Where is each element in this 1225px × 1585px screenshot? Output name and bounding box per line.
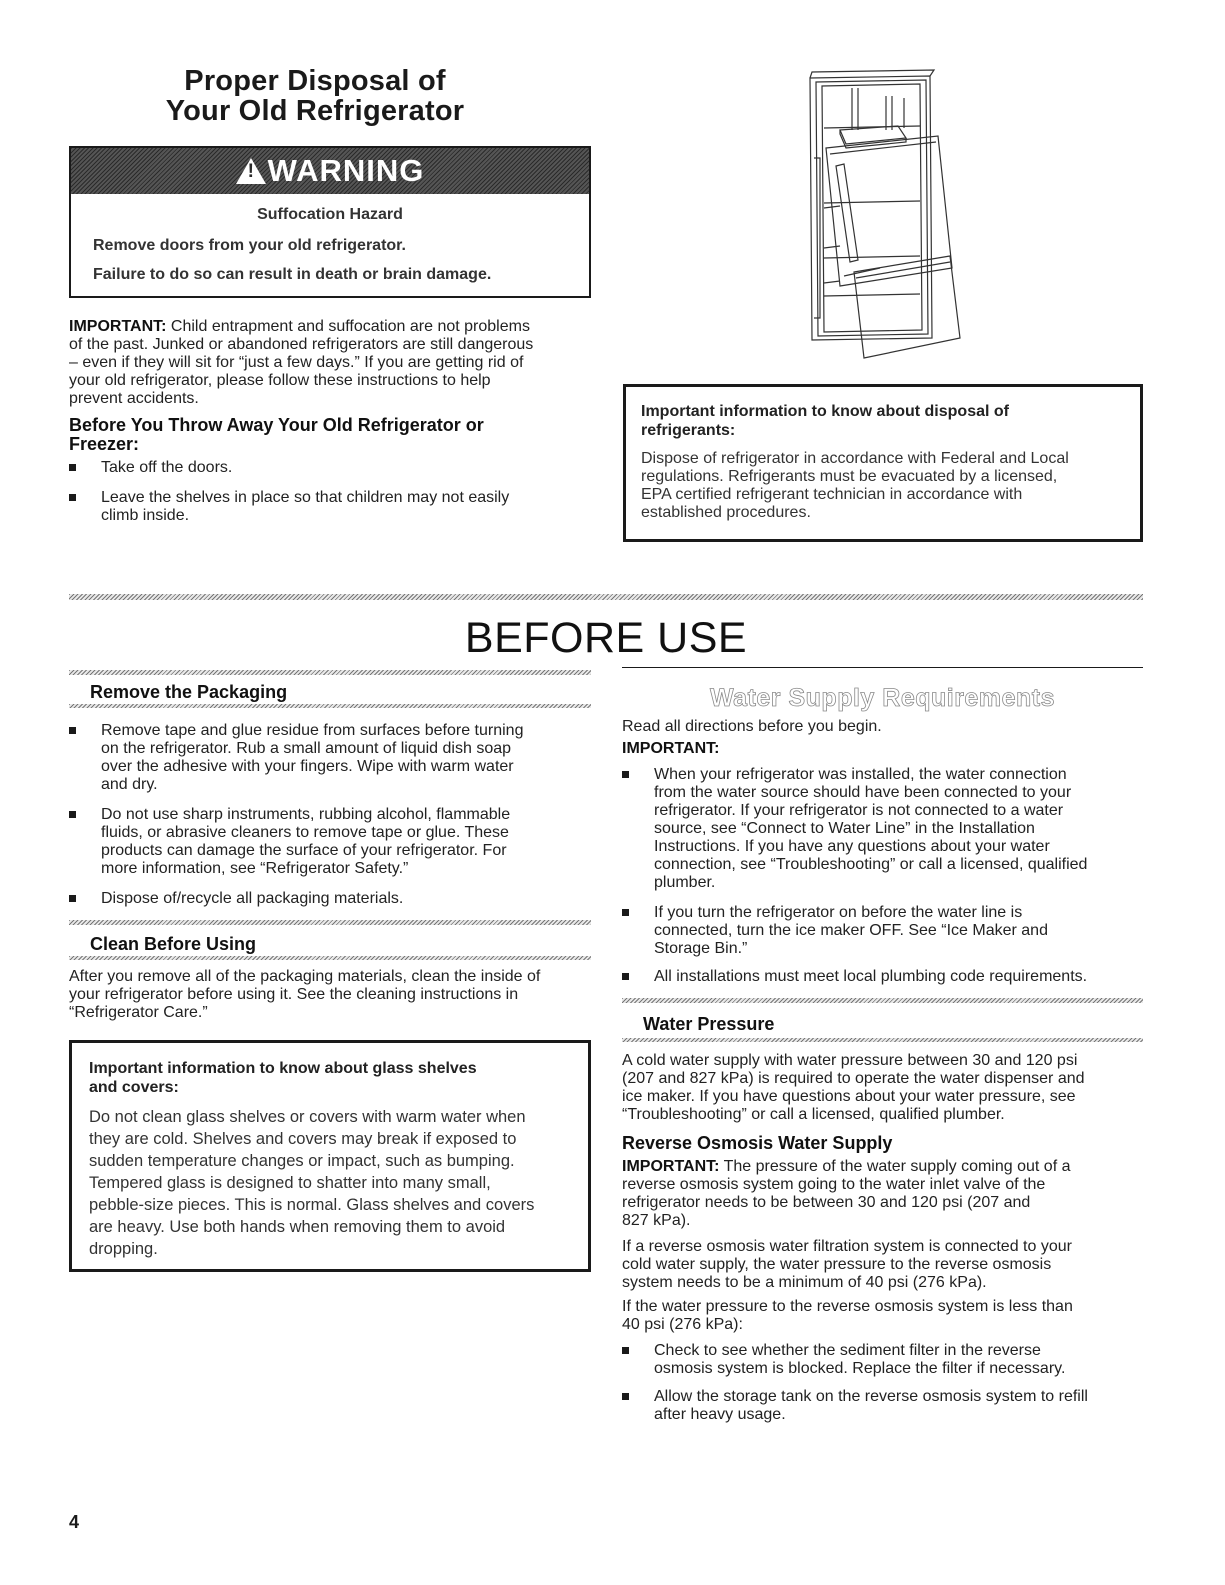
subsection-rule-bottom: [622, 1038, 1143, 1042]
list-item: All installations must meet local plumbing code requirements.: [622, 968, 1147, 988]
bullet-icon: [622, 771, 629, 778]
remove-packaging-heading: Remove the Packaging: [90, 682, 288, 702]
glass-info-text: Do not clean glass shelves or covers with warm water when they are cold. Shelves and covers may break if exposed to sudden temperature changes or impact, such as bumping. Tempered glass is designed to shatter into many small, pebble-size pieces. This is normal. Glass shelves and covers are heavy. Use both hands when removing them to avoid dropping.: [89, 1108, 535, 1258]
reverse-osmosis-para3: If the water pressure to the reverse osmosis system is less than 40 psi (276 kPa):: [622, 1298, 1073, 1333]
clean-before-text: After you remove all of the packaging materials, clean the inside of your refrigerator before using it. See the cleaning instructions in “Refrigerator Care.”: [69, 968, 541, 1021]
reverse-osmosis-important: IMPORTANT: The pressure of the water supply coming out of a reverse osmosis system going to the water inlet valve of the refrigerator needs to be between 30 and 120 psi (207 and 827 kPa).: [622, 1158, 1071, 1229]
warning-line-2: Failure to do so can result in death or brain damage.: [93, 266, 492, 283]
disposal-title-line1: Proper Disposal of: [184, 65, 446, 97]
important-label: IMPORTANT:: [69, 318, 167, 335]
warning-hazard: Suffocation Hazard: [257, 206, 403, 223]
refrigerator-illustration: [800, 68, 970, 368]
water-supply-intro: Read all directions before you begin.: [622, 718, 882, 735]
refrigerant-info-text: Dispose of refrigerator in accordance with Federal and Local regulations. Refrigerants must be evacuated by a licensed, EPA certified refrigerant technician in accordance with established procedures.: [641, 450, 1069, 521]
water-pressure-heading: Water Pressure: [643, 1014, 775, 1034]
list-item: When your refrigerator was installed, the water connection from the water source should have been connected to your refrigerator. If your refrigerator is not connected to a water source, see “Connect to Water Line” in the Installation Instructions. If you have any questions about your water connection, see “Troubleshooting” or call a licensed, qualified plumber.: [622, 766, 1147, 894]
bullet-icon: [69, 811, 76, 818]
bullet-icon: [69, 727, 76, 734]
disposal-title: [100, 66, 530, 126]
water-pressure-text: A cold water supply with water pressure between 30 and 120 psi (207 and 827 kPa) is required to operate the water dispenser and ice maker. If you have questions about your water pressure, see “Troubleshooting” or call a licensed, qualified plumber.: [622, 1052, 1085, 1123]
list-item: Check to see whether the sediment filter in the reverse osmosis system is blocked. Replace the filter if necessary.: [622, 1342, 1147, 1380]
list-item: If you turn the refrigerator on before the water line is connected, turn the ice maker OFF. See “Ice Maker and Storage Bin.”: [622, 904, 1147, 960]
reverse-osmosis-para2: If a reverse osmosis water filtration system is connected to your cold water supply, the water pressure to the reverse osmosis system needs to be a minimum of 40 psi (276 kPa).: [622, 1238, 1072, 1291]
subsection-rule-top: [622, 998, 1143, 1003]
bullet-icon: [69, 464, 76, 471]
refrigerant-info-box: [623, 384, 1143, 542]
list-item: Do not use sharp instruments, rubbing alcohol, flammable fluids, or abrasive cleaners to remove tape or glue. These products can damage the surface of your refrigerator. For more information, see “Refrigerator Safety.”: [69, 806, 599, 880]
water-supply-important-label: IMPORTANT:: [622, 740, 720, 757]
warning-line-1: Remove doors from your old refrigerator.: [93, 237, 406, 254]
page-number: 4: [69, 1512, 80, 1532]
water-supply-title: Water Supply Requirements: [710, 684, 1055, 712]
warning-box: [69, 146, 591, 298]
warning-header: [69, 146, 591, 194]
disposal-important: IMPORTANT: Child entrapment and suffocation are not problems of the past. Junked or abandoned refrigerators are still dangerous – even if they will sit for “just a few days.” If you are getting rid of your old refrigerator, please follow these instructions to help prevent accidents.: [69, 318, 534, 407]
section-title-rule: [622, 667, 1143, 668]
warning-label: ! WARNING: [236, 153, 425, 189]
subsection-rule-bottom: [69, 956, 591, 960]
bullet-icon: [622, 1347, 629, 1354]
disposal-title-line2: Your Old Refrigerator: [165, 95, 465, 127]
refrigerant-info-title: Important information to know about disposal of refrigerants:: [641, 403, 1009, 439]
list-item: Remove tape and glue residue from surfaces before turning on the refrigerator. Rub a small amount of liquid dish soap over the adhesive with your fingers. Wipe with warm water and dry.: [69, 722, 599, 796]
before-throw-heading: Before You Throw Away Your Old Refrigerator or Freezer:: [69, 415, 484, 454]
section-title: BEFORE USE: [464, 614, 748, 662]
glass-shelves-info-box: [69, 1040, 591, 1272]
section-divider: [69, 594, 1143, 600]
glass-info-title: Important information to know about glass shelves and covers:: [89, 1060, 477, 1096]
list-item: Allow the storage tank on the reverse osmosis system to refill after heavy usage.: [622, 1388, 1147, 1426]
bullet-icon: [69, 494, 76, 501]
list-item: Leave the shelves in place so that children may not easily climb inside.: [69, 489, 609, 529]
clean-before-heading: Clean Before Using: [90, 934, 257, 954]
subsection-rule-bottom: [69, 704, 591, 708]
bullet-icon: [622, 909, 629, 916]
bullet-icon: [69, 895, 76, 902]
warning-triangle-icon: [236, 158, 266, 184]
list-item: Take off the doors.: [69, 459, 609, 479]
subsection-rule-top: [69, 670, 591, 675]
list-item: Dispose of/recycle all packaging materials.: [69, 890, 599, 910]
ro-important-label: IMPORTANT:: [622, 1158, 720, 1175]
bullet-icon: [622, 973, 629, 980]
subsection-rule-top: [69, 920, 591, 925]
reverse-osmosis-heading: Reverse Osmosis Water Supply: [622, 1133, 893, 1153]
bullet-icon: [622, 1393, 629, 1400]
